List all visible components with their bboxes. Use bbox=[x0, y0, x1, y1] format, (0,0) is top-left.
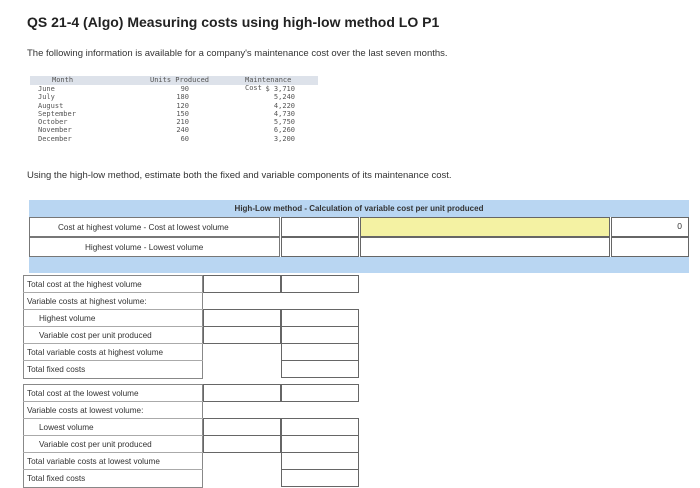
intro-text: The following information is available for a company's maintenance cost over the last seven months. bbox=[27, 48, 448, 59]
table-row bbox=[30, 126, 318, 134]
header-month: Month bbox=[52, 76, 74, 84]
month-cell: July bbox=[38, 93, 55, 102]
low-total-cost-input[interactable] bbox=[281, 384, 359, 402]
low-total-fixed-costs-label: Total fixed costs bbox=[27, 474, 86, 483]
low-section-labels bbox=[23, 384, 203, 488]
row-divider bbox=[23, 401, 203, 402]
data-table bbox=[30, 76, 318, 143]
instruction-text: Using the high-low method, estimate both the fixed and variable components of its maintenance cost. bbox=[27, 170, 452, 181]
cost-cell: 5,240 bbox=[273, 93, 295, 102]
table-row bbox=[30, 102, 318, 110]
high-total-variable-costs-label: Total variable costs at highest volume bbox=[27, 348, 164, 357]
low-vc-per-unit-desc-input[interactable] bbox=[203, 435, 281, 453]
row1-yellow-input[interactable] bbox=[360, 217, 610, 237]
low-variable-costs-label: Variable costs at lowest volume: bbox=[27, 406, 144, 415]
cost-cell: 3,200 bbox=[273, 134, 295, 143]
low-total-fixed-input[interactable] bbox=[281, 469, 359, 487]
low-total-variable-input[interactable] bbox=[281, 452, 359, 470]
low-total-cost-label: Total cost at the lowest volume bbox=[27, 389, 139, 398]
row1-result[interactable] bbox=[611, 217, 689, 237]
table-row bbox=[30, 85, 318, 93]
row-divider bbox=[23, 469, 203, 470]
high-total-cost-input[interactable] bbox=[281, 275, 359, 293]
row-divider bbox=[23, 360, 203, 361]
month-cell: November bbox=[38, 126, 72, 135]
lowest-volume-desc-input[interactable] bbox=[203, 418, 281, 436]
high-section-labels bbox=[23, 275, 203, 379]
high-total-cost-label: Total cost at the highest volume bbox=[27, 280, 142, 289]
lowest-volume-input[interactable] bbox=[281, 418, 359, 436]
row-divider bbox=[23, 343, 203, 344]
month-cell: September bbox=[38, 109, 76, 118]
worksheet-header-band bbox=[29, 200, 689, 217]
low-total-variable-costs-label: Total variable costs at lowest volume bbox=[27, 457, 160, 466]
units-cell: 60 bbox=[180, 134, 189, 143]
high-variable-cost-per-unit-label: Variable cost per unit produced bbox=[39, 331, 152, 340]
cost-cell: $ 3,710 bbox=[265, 85, 295, 93]
row-divider bbox=[23, 309, 203, 310]
row1-label: Cost at highest volume - Cost at lowest volume bbox=[58, 223, 229, 232]
lowest-volume-label: Lowest volume bbox=[39, 423, 94, 432]
row2-label: Highest volume - Lowest volume bbox=[85, 243, 204, 252]
header-cost: Maintenance Cost bbox=[245, 76, 292, 93]
worksheet-separator-band bbox=[29, 257, 689, 273]
low-vc-per-unit-input[interactable] bbox=[281, 435, 359, 453]
table-row bbox=[30, 110, 318, 118]
high-total-variable-input[interactable] bbox=[281, 343, 359, 361]
cost-cell: 4,220 bbox=[273, 101, 295, 110]
units-cell: 150 bbox=[176, 109, 189, 118]
row-divider bbox=[23, 452, 203, 453]
table-row bbox=[30, 93, 318, 101]
high-vc-per-unit-desc-input[interactable] bbox=[203, 326, 281, 344]
units-cell: 90 bbox=[180, 85, 189, 93]
units-cell: 120 bbox=[176, 101, 189, 110]
high-vc-per-unit-input[interactable] bbox=[281, 326, 359, 344]
header-units: Units Produced bbox=[150, 76, 210, 84]
month-cell: December bbox=[38, 134, 72, 143]
cost-cell: 6,260 bbox=[273, 126, 295, 135]
highest-volume-label: Highest volume bbox=[39, 314, 96, 323]
low-variable-cost-per-unit-label: Variable cost per unit produced bbox=[39, 440, 152, 449]
units-cell: 180 bbox=[176, 93, 189, 102]
row2-result[interactable] bbox=[611, 237, 689, 257]
row2-input-b[interactable] bbox=[360, 237, 610, 257]
highest-volume-input[interactable] bbox=[281, 309, 359, 327]
month-cell: June bbox=[38, 85, 55, 93]
worksheet-header: High-Low method - Calculation of variable cost per unit produced bbox=[234, 204, 484, 213]
row2-label-box bbox=[29, 237, 280, 257]
high-total-fixed-costs-label: Total fixed costs bbox=[27, 365, 86, 374]
row-divider bbox=[23, 418, 203, 419]
high-total-fixed-input[interactable] bbox=[281, 360, 359, 378]
table-row bbox=[30, 118, 318, 126]
result-value: 0 bbox=[677, 221, 682, 231]
low-total-cost-label-input[interactable] bbox=[203, 384, 281, 402]
question-title: QS 21-4 (Algo) Measuring costs using high-low method LO P1 bbox=[27, 14, 440, 30]
units-cell: 210 bbox=[176, 118, 189, 127]
table-row bbox=[30, 135, 318, 143]
cost-cell: 4,730 bbox=[273, 109, 295, 118]
month-cell: October bbox=[38, 118, 68, 127]
month-cell: August bbox=[38, 101, 64, 110]
row-divider bbox=[23, 292, 203, 293]
row-divider bbox=[23, 326, 203, 327]
row1-label-box bbox=[29, 217, 280, 237]
row2-input[interactable] bbox=[281, 237, 359, 257]
high-total-cost-label-input[interactable] bbox=[203, 275, 281, 293]
row1-input[interactable] bbox=[281, 217, 359, 237]
row-divider bbox=[23, 435, 203, 436]
high-low-worksheet bbox=[23, 200, 699, 488]
units-cell: 240 bbox=[176, 126, 189, 135]
highest-volume-desc-input[interactable] bbox=[203, 309, 281, 327]
high-variable-costs-label: Variable costs at highest volume: bbox=[27, 297, 147, 306]
cost-cell: 5,750 bbox=[273, 118, 295, 127]
